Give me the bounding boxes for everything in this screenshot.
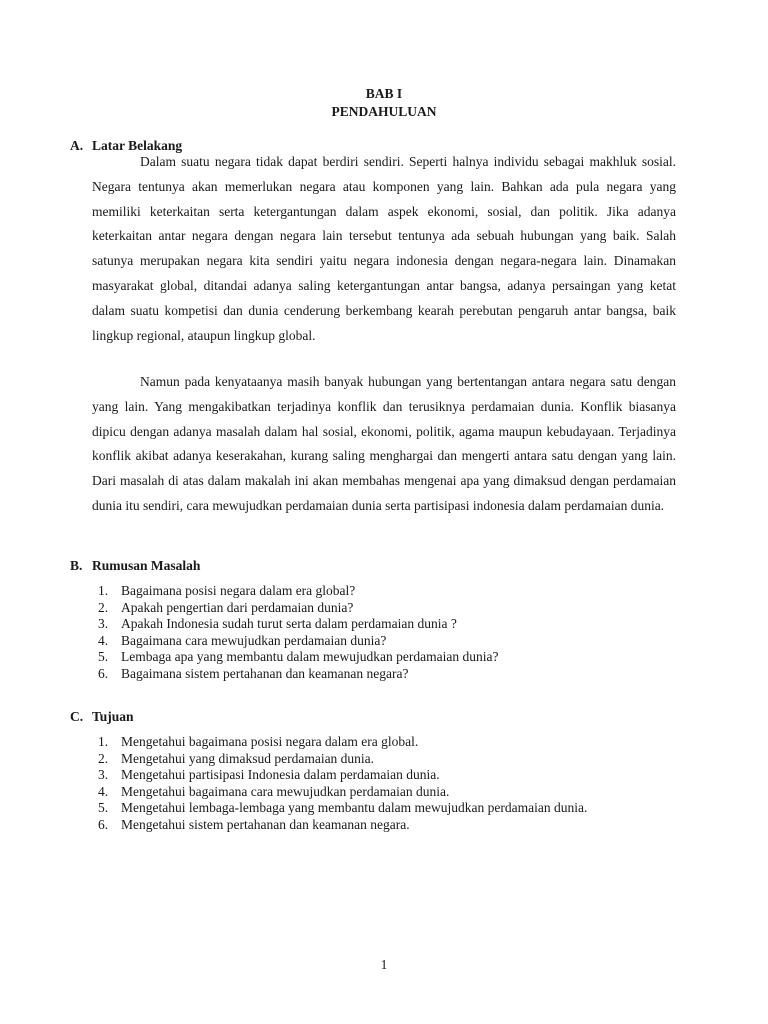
list-item-text: Mengetahui lembaga-lembaga yang membantu dalam mewujudkan perdamaian dunia. [121, 800, 588, 815]
list-item [92, 767, 587, 784]
section-c-heading [70, 709, 134, 725]
list-item-text: Bagaimana sistem pertahanan dan keamanan negara? [121, 665, 409, 681]
list-item-number: 4. [98, 783, 109, 799]
section-a-letter: A. [70, 138, 84, 153]
list-item-text: Mengetahui partisipasi Indonesia dalam perdamaian dunia. [121, 767, 440, 782]
section-b-letter: B. [70, 558, 83, 573]
section-a-title: Latar Belakang [92, 138, 183, 153]
section-c-letter: C. [70, 709, 84, 724]
problem-statement-list [92, 583, 498, 682]
list-item-number: 3. [98, 767, 109, 782]
list-item [92, 784, 587, 801]
list-item [92, 817, 587, 834]
list-item [92, 649, 498, 666]
list-item [92, 583, 498, 600]
list-item-number: 1. [98, 734, 109, 749]
list-item-number: 4. [98, 632, 109, 648]
chapter-title: PENDAHULUAN [331, 104, 437, 119]
list-item [92, 616, 498, 633]
list-item-text: Mengetahui yang dimaksud perdamaian dunia. [121, 750, 375, 766]
objectives-list [92, 734, 587, 833]
list-item-text: Mengetahui sistem pertahanan dan keamanan negara. [121, 816, 410, 832]
list-item-number: 2. [98, 599, 109, 615]
list-item [92, 751, 587, 768]
section-b-title: Rumusan Masalah [92, 558, 201, 573]
list-item [92, 633, 498, 650]
background-paragraph-2: Namun pada kenyataanya masih banyak hubungan yang bertentangan antara negara satu dengan yang lain. Yang mengakibatkan terjadinya konflik dan terusiknya perdamaian dunia. Konflik biasanya dipicu dengan adanya masalah dalam hal sosial, ekonomi, politik, agama maupun kebudayaan. Terjadinya konflik akibat adanya keserakahan, kurang saling menghargai dan mengerti antara satu dengan yang lain. Dari masalah di atas dalam makalah ini akan membahas mengenai apa yang dimaksud dengan perdamaian dunia itu sendiri, cara mewujudkan perdamaian dunia serta partisipasi indonesia dalam perdamaian dunia. [92, 374, 676, 513]
section-b-heading [70, 558, 200, 574]
list-item-text: Apakah Indonesia sudah turut serta dalam perdamaian dunia ? [121, 616, 457, 631]
list-item [92, 800, 587, 817]
list-item-number: 1. [98, 583, 109, 598]
list-item-number: 6. [98, 816, 109, 832]
list-item-number: 5. [98, 800, 109, 815]
list-item-text: Mengetahui bagaimana cara mewujudkan perdamaian dunia. [121, 783, 450, 799]
list-item-text: Bagaimana cara mewujudkan perdamaian dunia? [121, 632, 387, 648]
list-item-text: Apakah pengertian dari perdamaian dunia? [121, 599, 354, 615]
list-item-text: Lembaga apa yang membantu dalam mewujudkan perdamaian dunia? [121, 649, 499, 664]
section-c-title: Tujuan [92, 709, 134, 724]
background-paragraph-1: Dalam suatu negara tidak dapat berdiri sendiri. Seperti halnya individu sebagai makhluk sosial. Negara tentunya akan memerlukan negara atau komponen yang lain. Bahkan ada pula negara yang memiliki keterkaitan serta ketergantungan dalam aspek ekonomi, sosial, dan politik. Jika adanya keterkaitan antar negara dengan negara lain tersebut tentunya ada sebuah hubungan yang baik. Salah satunya merupakan negara kita sendiri yaitu negara indonesia dengan negara-negara lain. Dinamakan masyarakat global, ditandai adanya saling ketergantungan antar bangsa, adanya persaingan yang ketat dalam suatu kompetisi dan dunia cenderung berkembang kearah perebutan pengaruh antar bangsa, baik lingkup regional, ataupun lingkup global. [92, 154, 676, 343]
list-item [92, 734, 587, 751]
chapter-label: BAB I [365, 86, 403, 101]
page-number: 1 [380, 957, 388, 972]
list-item [92, 666, 498, 683]
list-item-number: 2. [98, 750, 109, 766]
list-item [92, 600, 498, 617]
list-item-number: 5. [98, 649, 109, 664]
list-item-number: 6. [98, 665, 109, 681]
list-item-text: Mengetahui bagaimana posisi negara dalam era global. [121, 734, 419, 749]
list-item-text: Bagaimana posisi negara dalam era global? [121, 583, 356, 598]
list-item-number: 3. [98, 616, 109, 631]
